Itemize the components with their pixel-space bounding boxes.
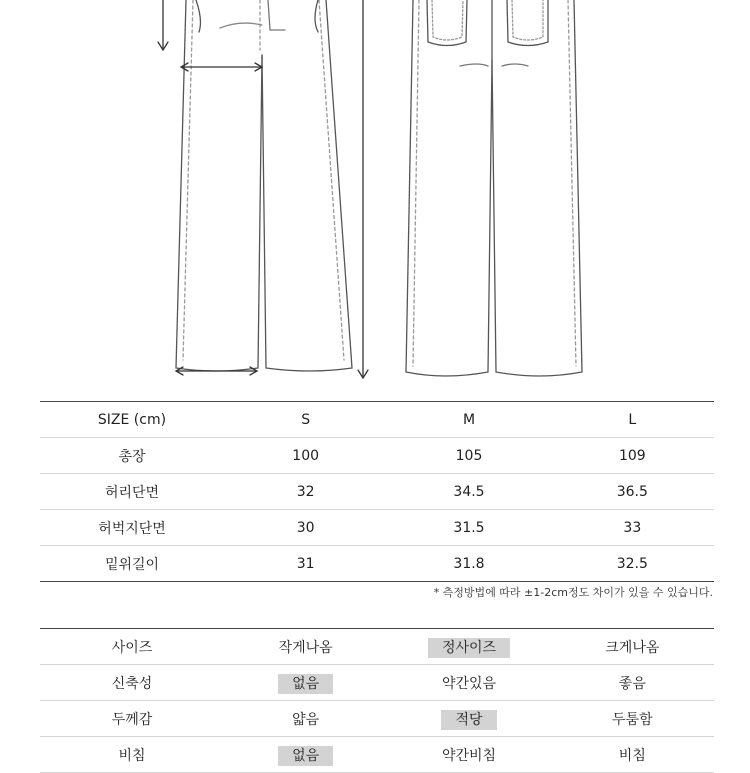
row-label: 신축성 (111, 675, 153, 692)
row-label: 밑위길이 (104, 556, 160, 573)
row-label: 비침 (118, 747, 146, 764)
size-header-m: M (462, 411, 476, 428)
size-row-rise (40, 546, 714, 582)
cell-m: 31.5 (453, 519, 485, 536)
size-header-row (40, 402, 714, 438)
fit-option: 비침 (618, 747, 646, 764)
fit-option-selected: 정사이즈 (428, 638, 510, 658)
row-label: 허리단면 (104, 484, 160, 501)
size-row-thigh (40, 510, 714, 546)
cell-s: 100 (292, 447, 320, 464)
row-label: 허벅지단면 (98, 520, 166, 537)
row-label: 총장 (118, 448, 146, 465)
size-header-label: SIZE (cm) (97, 411, 167, 428)
fit-option: 얇음 (292, 711, 320, 728)
fit-row-sheerness (40, 737, 714, 773)
cell-s: 32 (296, 483, 315, 500)
fit-option: 두툼함 (612, 711, 653, 728)
fit-option-selected: 없음 (278, 674, 333, 694)
size-row-total-length (40, 438, 714, 474)
size-chart-table (40, 401, 714, 582)
fit-option: 약간있음 (441, 675, 497, 692)
cell-l: 109 (618, 447, 646, 464)
size-row-waist (40, 474, 714, 510)
cell-l: 33 (623, 519, 642, 536)
fit-option: 좋음 (618, 675, 646, 692)
back-view (406, 0, 582, 376)
row-label: 두께감 (111, 711, 153, 728)
cell-m: 34.5 (453, 483, 485, 500)
fit-row-thickness (40, 701, 714, 737)
fit-row-size (40, 629, 714, 665)
cell-l: 32.5 (616, 555, 648, 572)
fit-row-stretch (40, 665, 714, 701)
measurement-arrows (158, 0, 368, 378)
cell-m: 31.8 (453, 555, 485, 572)
cell-m: 105 (455, 447, 483, 464)
fit-option-selected: 없음 (278, 746, 333, 766)
measurement-note: * 측정방법에 따라 ±1-2cm정도 차이가 있을 수 있습니다. (433, 586, 713, 599)
cell-s: 31 (296, 555, 315, 572)
size-header-s: S (301, 411, 311, 428)
fit-option: 작게나옴 (278, 639, 333, 656)
fit-option-selected: 적당 (441, 710, 496, 730)
fit-option: 크게나옴 (605, 639, 660, 656)
cell-l: 36.5 (616, 483, 648, 500)
size-header-l: L (628, 411, 637, 428)
fit-info-table (40, 628, 714, 773)
row-label: 사이즈 (111, 639, 153, 656)
cell-s: 30 (296, 519, 315, 536)
fit-option: 약간비침 (441, 747, 497, 764)
front-view (176, 0, 352, 371)
